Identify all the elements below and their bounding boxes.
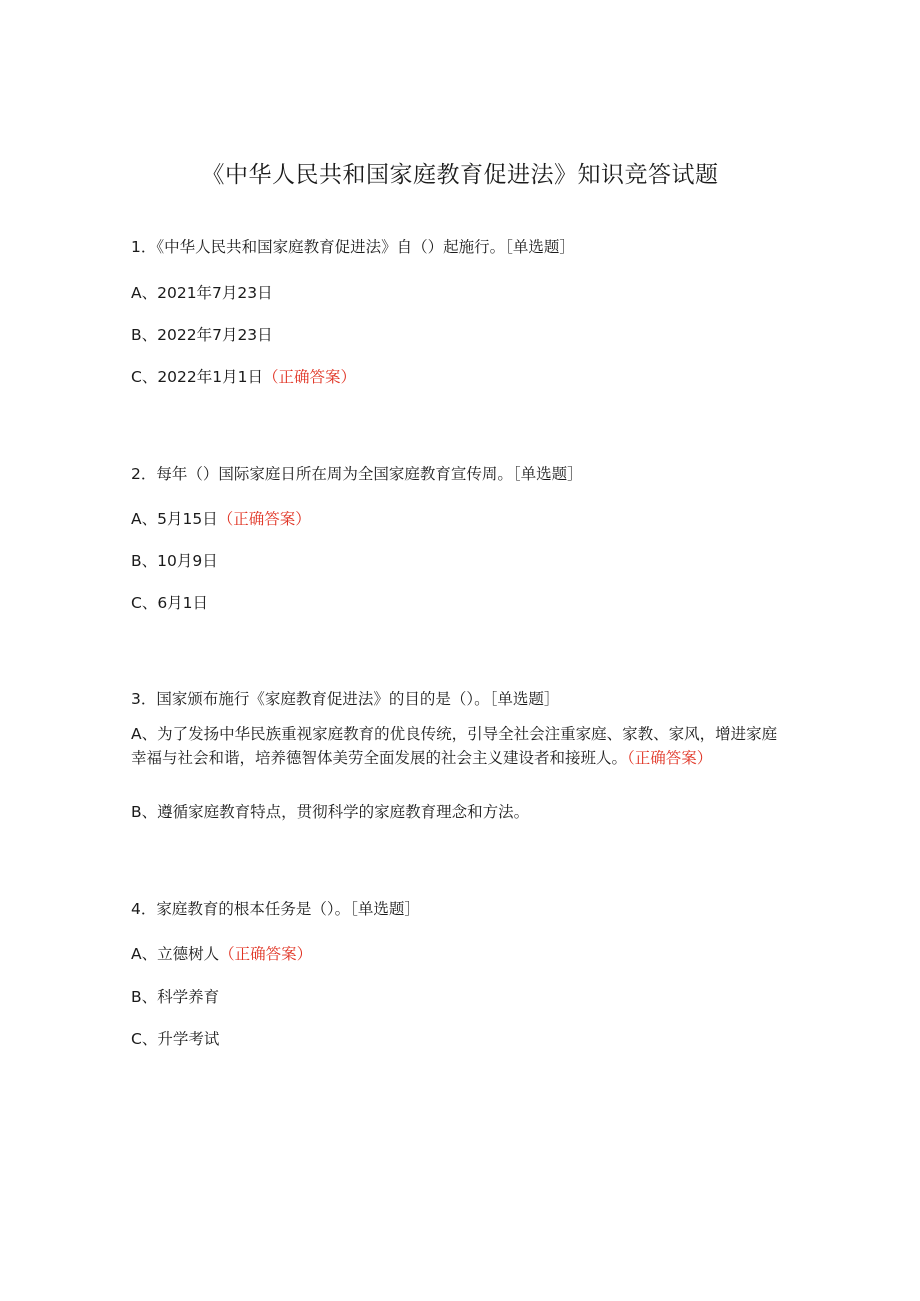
question-2-stem: 2．每年（）国际家庭日所在周为全国家庭教育宣传周。［单选题］ [131,465,583,483]
option-text: A、立德树人 [131,945,220,963]
correct-answer-marker: （正确答案） [627,749,713,767]
question-1-option-c [131,365,356,389]
correct-answer-marker: （正确答案） [219,945,313,963]
question-1-stem: 1．《中华人民共和国家庭教育促进法》自（）起施行。［单选题］ [131,238,575,256]
question-4-option-c: C、升学考试 [131,1030,220,1048]
correct-answer-marker: （正确答案） [263,368,357,386]
document-title: 《中华人民共和国家庭教育促进法》知识竞答试题 [201,162,719,188]
question-2-option-a [131,507,311,531]
question-4-stem: 4．家庭教育的根本任务是（）。［单选题］ [131,900,420,918]
question-4-option-b: B、科学养育 [131,988,220,1006]
question-2-option-c: C、6月1日 [131,594,209,612]
question-1-option-b: B、2022年7月23日 [131,326,273,344]
question-3-option-a [131,722,781,770]
option-text: C、2022年1月1日 [131,368,263,386]
question-3-option-b: B、遵循家庭教育特点，贯彻科学的家庭教育理念和方法。 [131,803,530,821]
option-text: A、5月15日 [131,510,218,528]
question-3-stem: 3．国家颁布施行《家庭教育促进法》的目的是（）。［单选题］ [131,690,560,708]
question-4-option-a [131,942,312,966]
question-1-option-a: A、2021年7月23日 [131,284,273,302]
option-text: A、为了发扬中华民族重视家庭教育的优良传统，引导全社会注重家庭、家教、家风，增进家庭幸福与社会和谐，培养德智体美劳全面发展的社会主义建设者和接班人。 [131,725,778,767]
question-2-option-b: B、10月9日 [131,552,218,570]
correct-answer-marker: （正确答案） [217,510,311,528]
